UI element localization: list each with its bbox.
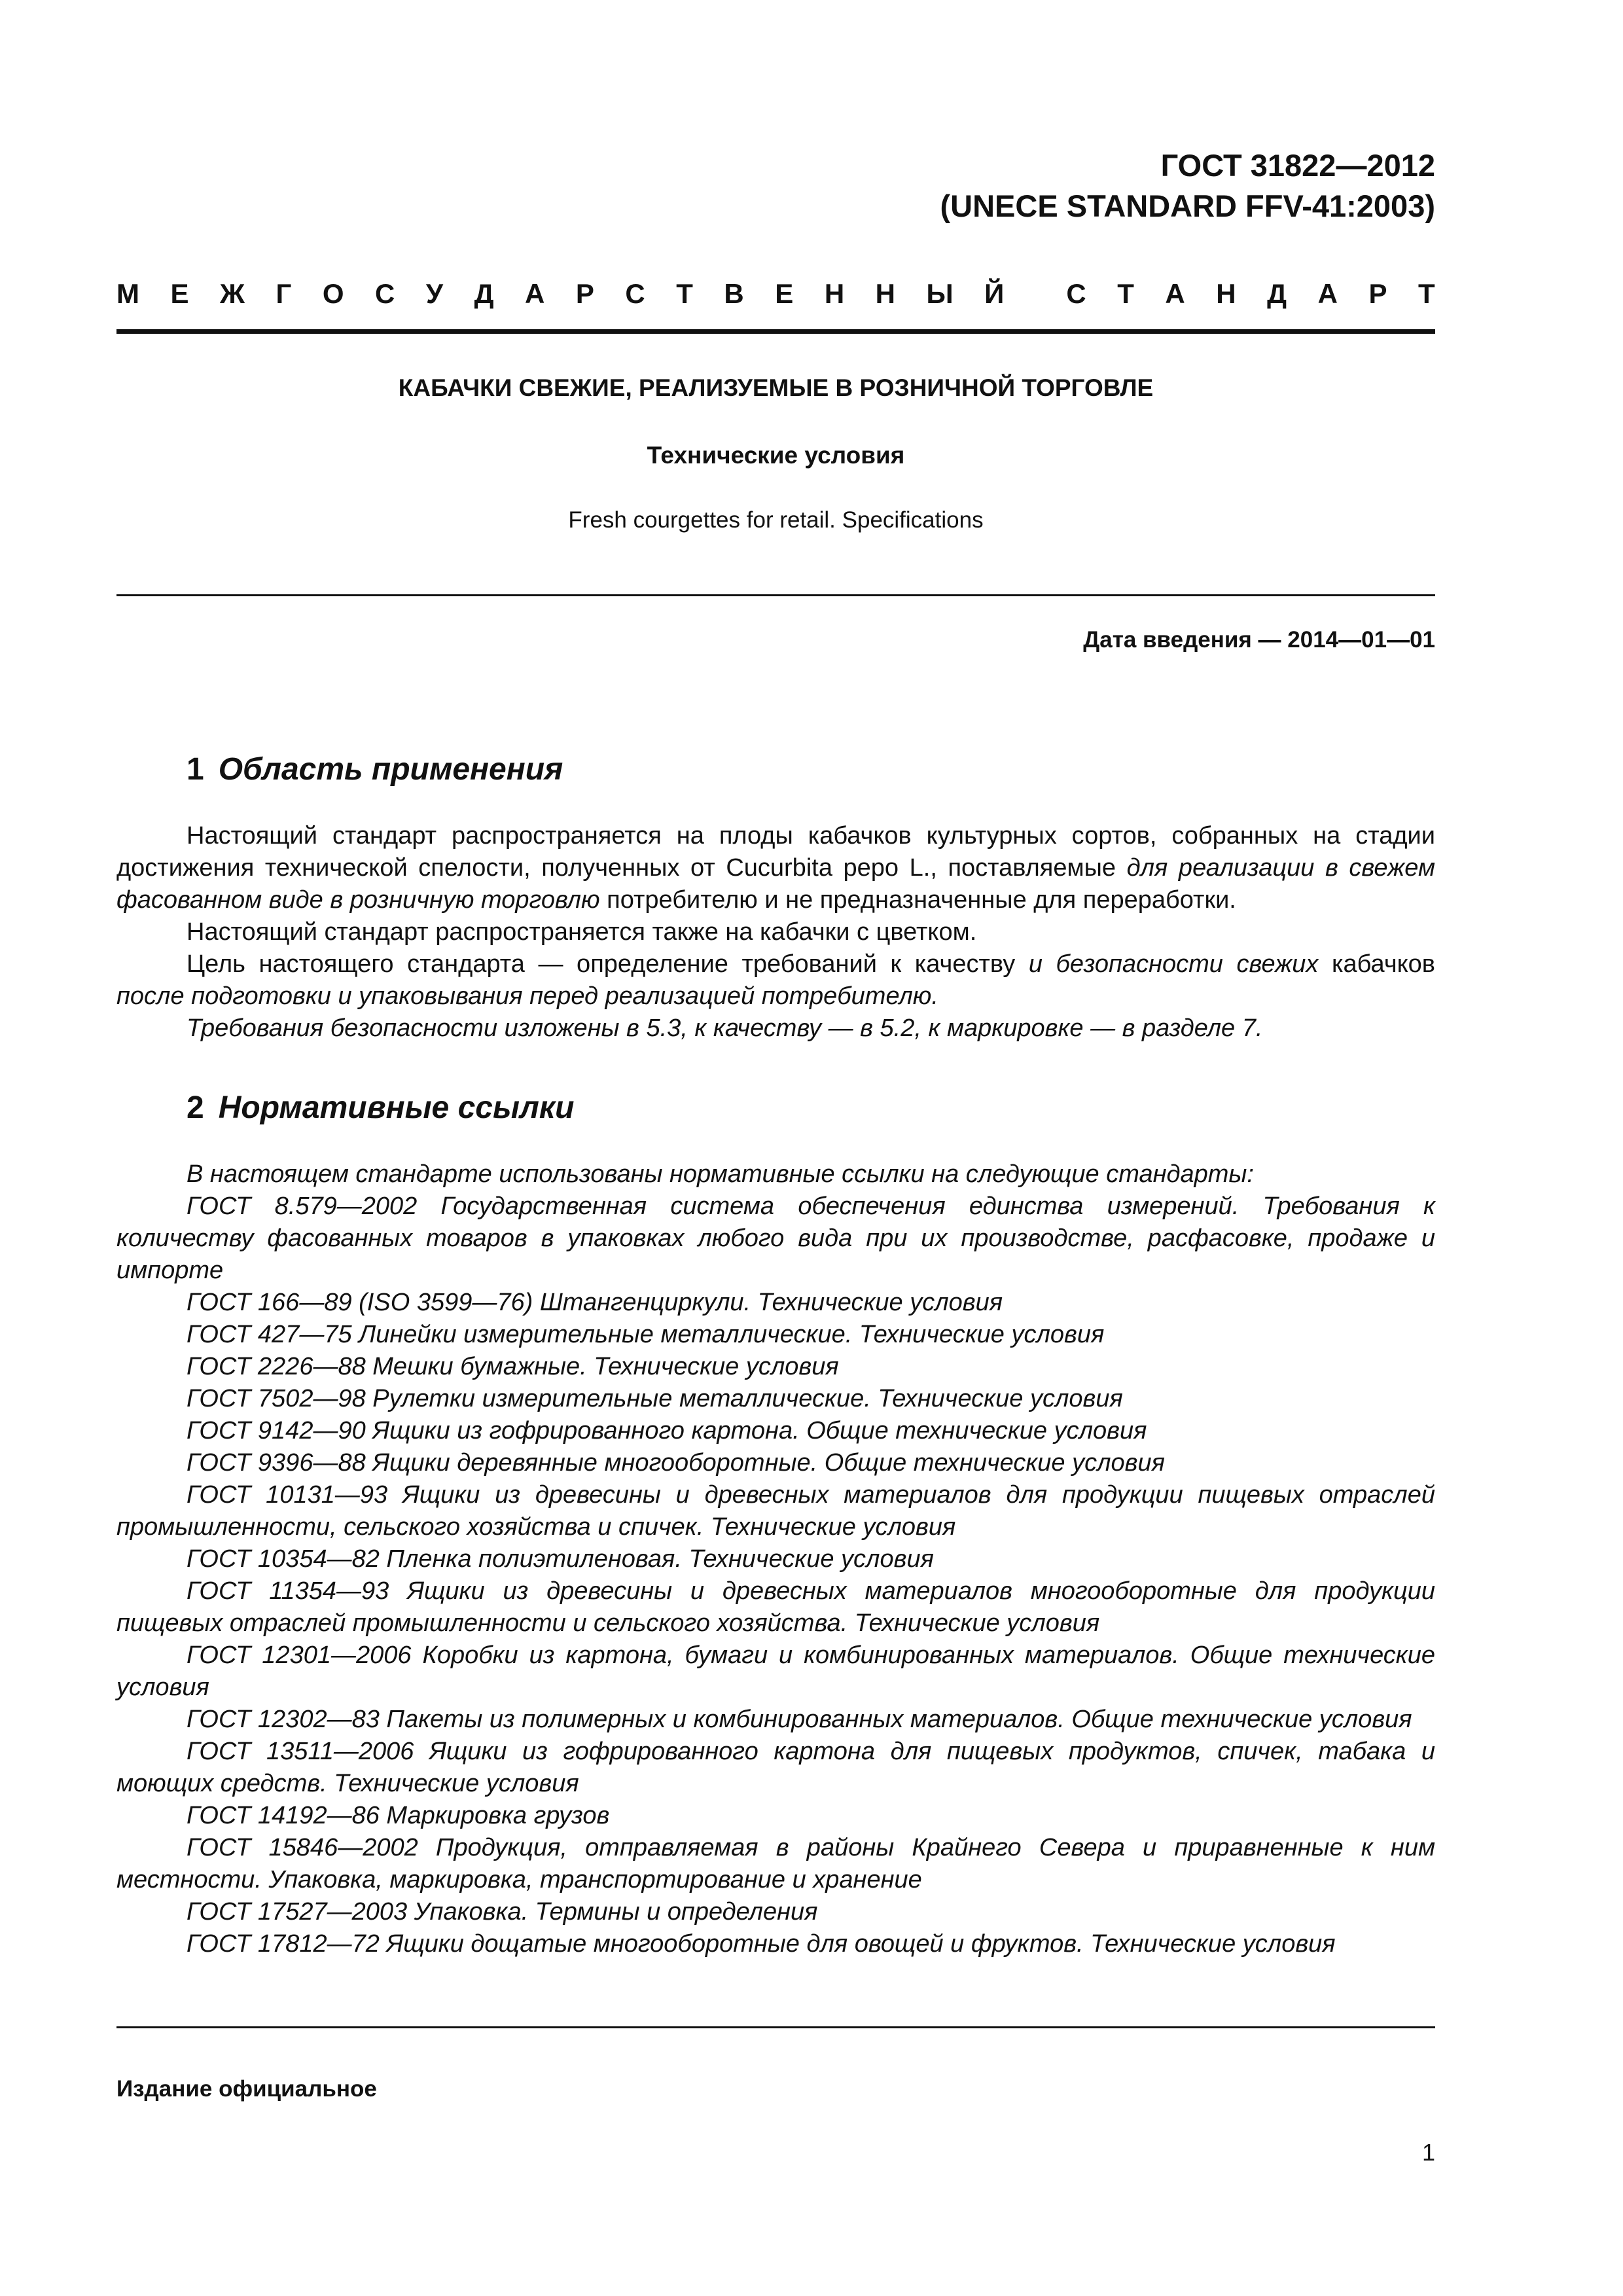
reference-item: ГОСТ 14192—86 Маркировка грузов: [187, 1802, 610, 1829]
section-1-heading: [187, 751, 563, 787]
banner-letter: А: [1165, 278, 1185, 309]
section-2-heading: [187, 1090, 574, 1126]
banner-letter: У: [425, 278, 444, 309]
banner-letter: М: [116, 278, 139, 309]
standard-code-gost: ГОСТ 31822—2012: [1160, 148, 1435, 183]
reference-item: ГОСТ 12302—83 Пакеты из полимерных и комбинированных материалов. Общие технические условия: [187, 1706, 1412, 1733]
reference-item: ГОСТ 9142—90 Ящики из гофрированного картона. Общие технические условия: [187, 1417, 1147, 1444]
banner-letter: Т: [1117, 278, 1134, 309]
banner-letter: А: [525, 278, 545, 309]
reference-item: ГОСТ 166—89 (ISO 3599—76) Штангенциркули. Технические условия: [187, 1289, 1003, 1316]
scope-paragraph-2: Настоящий стандарт распространяется также на кабачки с цветком.: [187, 918, 977, 946]
standard-code: [940, 145, 1435, 226]
reference-item: ГОСТ 2226—88 Мешки бумажные. Технические условия: [187, 1353, 839, 1380]
reference-item: ГОСТ 11354—93 Ящики из древесины и древесных материалов многооборотные для продукции пищевых отраслей промышленности и сельского хозяйства. Технические условия: [116, 1577, 1435, 1637]
scope-paragraph-4: Требования безопасности изложены в 5.3, к качеству — в 5.2, к маркировке — в разделе 7.: [187, 1014, 1263, 1042]
references-lead: В настоящем стандарте использованы нормативные ссылки на следующие стандарты:: [187, 1160, 1254, 1188]
banner-letter: Е: [170, 278, 189, 309]
banner-letter: Е: [775, 278, 794, 309]
banner-letter: Р: [575, 278, 594, 309]
banner-letter: Й: [984, 278, 1005, 309]
section-1-title: Область применения: [218, 752, 563, 787]
reference-item: ГОСТ 17812—72 Ящики дощатые многооборотные для овощей и фруктов. Технические условия: [187, 1930, 1336, 1958]
references-list: [116, 1191, 1435, 1960]
banner-letter: С: [1066, 278, 1086, 309]
reference-item: ГОСТ 13511—2006 Ящики из гофрированного картона для пищевых продуктов, спичек, табака и моющих средств. Технические условия: [116, 1738, 1435, 1797]
banner-letter: С: [375, 278, 395, 309]
banner-letter: А: [1317, 278, 1338, 309]
reference-item: ГОСТ 17527—2003 Упаковка. Термины и определения: [187, 1898, 818, 1926]
banner-letter: О: [322, 278, 344, 309]
banner-letter: Н: [875, 278, 896, 309]
footer-rule: [116, 2026, 1435, 2028]
official-edition-note: Издание официальное: [116, 2076, 377, 2102]
scope-paragraph-1: Настоящий стандарт распространяется на плоды кабачков культурных сортов, собранных на стадии достижения технической спелости, полученных от Cucurbita pepo L., поставляемые для реализации в свежем фасованном виде в розничную торговлю потребителю и не предназначенные для переработки.: [116, 822, 1435, 914]
document-title: КАБАЧКИ СВЕЖИЕ, РЕАЛИЗУЕМЫЕ В РОЗНИЧНОЙ ТОРГОВЛЕ: [398, 374, 1154, 401]
banner-letter: Т: [676, 278, 693, 309]
banner-letter: Н: [824, 278, 845, 309]
reference-item: ГОСТ 10131—93 Ящики из древесины и древесных материалов для продукции пищевых отраслей промышленности, сельского хозяйства и спичек. Технические условия: [116, 1481, 1435, 1541]
banner-letter: Н: [1216, 278, 1236, 309]
section-2-number: 2: [187, 1090, 204, 1125]
introduction-date: Дата введения — 2014—01—01: [1083, 627, 1435, 653]
reference-item: ГОСТ 427—75 Линейки измерительные металлические. Технические условия: [187, 1321, 1105, 1348]
banner-letter: Г: [276, 278, 292, 309]
banner-letter: Т: [1418, 278, 1435, 309]
banner-letter: Д: [474, 278, 494, 309]
normative-references: [116, 1158, 1435, 1960]
reference-item: ГОСТ 10354—82 Пленка полиэтиленовая. Технические условия: [187, 1545, 934, 1573]
section-1-number: 1: [187, 752, 204, 787]
section-2-title: Нормативные ссылки: [218, 1090, 575, 1125]
banner-letter: В: [724, 278, 744, 309]
interstate-standard-banner: [116, 278, 1435, 310]
reference-item: ГОСТ 9396—88 Ящики деревянные многооборотные. Общие технические условия: [187, 1449, 1165, 1477]
page-number: 1: [1421, 2139, 1435, 2166]
section-1-body: [116, 820, 1435, 1045]
reference-item: ГОСТ 7502—98 Рулетки измерительные металлические. Технические условия: [187, 1385, 1123, 1412]
banner-letter: Р: [1368, 278, 1387, 309]
document-subtitle: Технические условия: [647, 442, 905, 469]
reference-item: ГОСТ 12301—2006 Коробки из картона, бумаги и комбинированных материалов. Общие технические условия: [116, 1641, 1435, 1701]
scope-paragraph-3: Цель настоящего стандарта — определение требований к качеству и безопасности свежих кабачков после подготовки и упаковывания перед реализацией потребителю.: [116, 950, 1435, 1010]
document-title-english: Fresh courgettes for retail. Specifications: [568, 507, 984, 533]
reference-item: ГОСТ 15846—2002 Продукция, отправляемая в районы Крайнего Севера и приравненные к ним местности. Упаковка, маркировка, транспортирование и хранение: [116, 1834, 1435, 1893]
banner-letter: Ы: [926, 278, 954, 309]
title-rule: [116, 594, 1435, 596]
header-rule: [116, 329, 1435, 334]
banner-letter: С: [625, 278, 645, 309]
banner-letter: Ж: [220, 278, 245, 309]
banner-letter: Д: [1267, 278, 1287, 309]
reference-item: ГОСТ 8.579—2002 Государственная система обеспечения единства измерений. Требования к количеству фасованных товаров в упаковках любого вида при их производстве, расфасовке, продаже и импорте: [116, 1193, 1435, 1284]
standard-code-unece: (UNECE STANDARD FFV-41:2003): [940, 188, 1435, 223]
